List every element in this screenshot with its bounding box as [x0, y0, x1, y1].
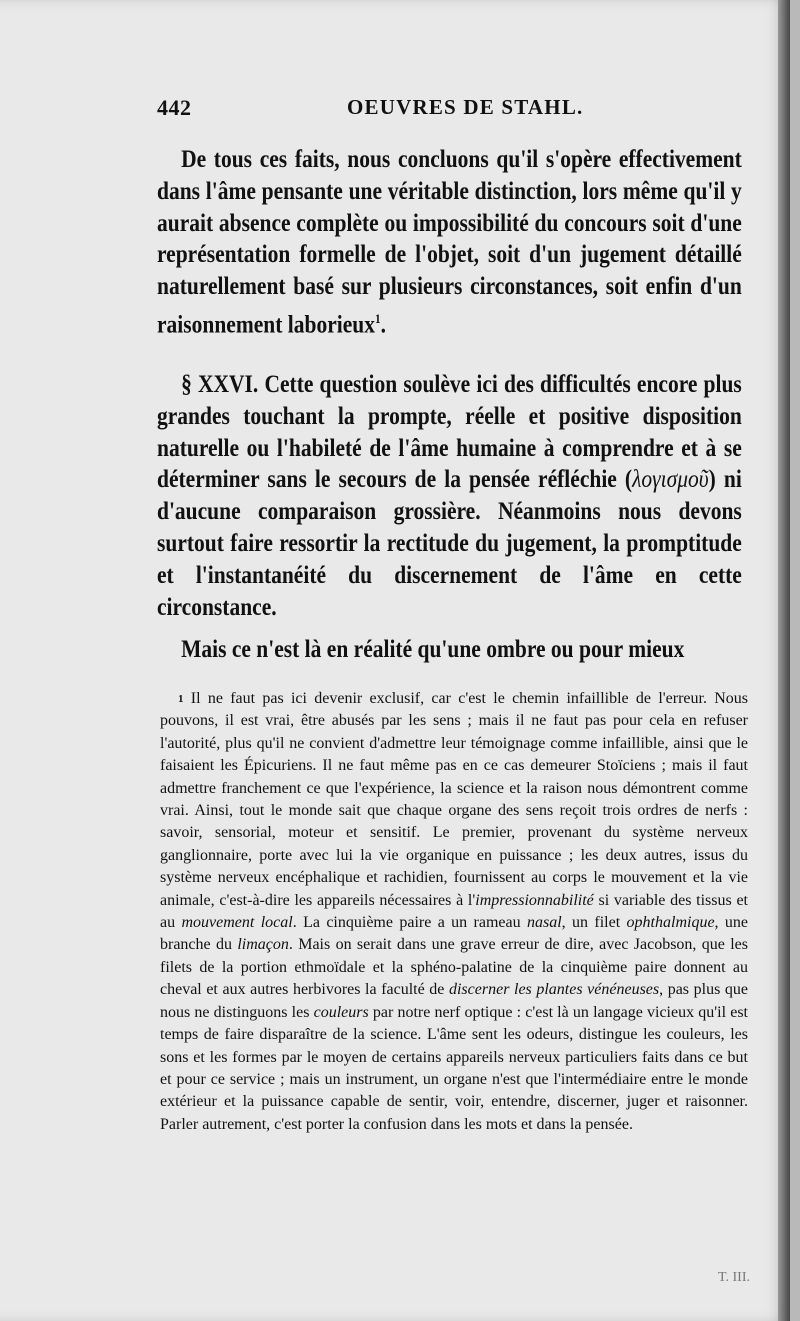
footnote-segment: , une branche du [160, 914, 749, 954]
paragraph-1-text [157, 144, 742, 341]
page-number: 442 [157, 95, 192, 120]
section-mark: § XXVI. [181, 371, 259, 398]
footnote-italic: couleurs [313, 1003, 369, 1021]
paragraph-1 [157, 144, 742, 341]
footnote-italic: impressionnabilité [475, 891, 594, 909]
paragraph-2 [157, 369, 742, 623]
page-header [157, 95, 742, 127]
paragraph-1-body: De tous ces faits, nous concluons qu'il s'opère effectivement dans l'âme pensante une véritable distinction, lors même qu'il y aurait absence complète ou impossibilité du concours soit d'une représentation formelle de l'objet, soit d'un jugement détaillé naturellement basé sur plusieurs circonstances, soit enfin d'un raisonnement laborieux [157, 146, 742, 339]
greek-word: λογισμοῦ [632, 466, 709, 494]
footnote [160, 688, 748, 1136]
footnote-segment: par notre nerf optique : c'est là un langage vicieux qu'il est temps de faire disparaître de la science. L'âme sent les odeurs, distingue les couleurs, les sons et les formes par le moyen de certains appareils nerveux particuliers faits dans ce but et pour ce service ; mais un instrument, un organe n'est que l'intermédiaire entre le monde extérieur et la puissance capable de sentir, voir, entendre, discerner, juger et raisonner. Parler autrement, c'est porter la confusion dans les mots et dans la pensée. [160, 1003, 748, 1133]
footnote-segment: . La cinquième paire a un rameau [292, 914, 527, 932]
footnote-segment: , pas plus que nous ne distinguons les [160, 981, 748, 1021]
paragraph-3 [157, 634, 685, 666]
footnote-reference: 1 [374, 310, 381, 326]
footnote-italic: ophthalmique [626, 914, 715, 932]
footnote-segment: . Mais on serait dans une grave erreur de dire, avec Jacobson, que les filets de la portion ethmoïdale et la sphéno-palatine de la cinquième paire donnent au cheval et aux autres herbivores la faculté de [160, 936, 748, 999]
paragraph-2-body-b: ) ni d'aucune comparaison grossière. Néanmoins nous devons surtout faire ressortir la rectitude du jugement, la promptitude et l'instantanéité du discernement de l'âme en cette circonstance. [157, 466, 742, 621]
running-title: OEUVRES DE STAHL. [347, 95, 584, 119]
footnote-italic: mouvement local [181, 914, 293, 932]
footnote-italic: limaçon [237, 936, 289, 954]
footnote-text [160, 688, 748, 1136]
paragraph-2-text [157, 369, 742, 623]
footnote-segment: si variable des tissus et au [160, 891, 748, 932]
paragraph-1-end: . [380, 311, 386, 339]
paragraph-3-text: Mais ce n'est là en réalité qu'une ombre ou pour mieux [181, 636, 685, 663]
footnote-italic: discerner les plantes vénéneuses [448, 981, 660, 999]
footnote-segment: Il ne faut pas ici devenir exclusif, car c'est le chemin infaillible de l'erreur. Nous pouvons, il est vrai, être abusés par les sens ; mais il ne faut pas pour cela en refuser l'autorité, plus qu'il ne convient d'admettre leur témoignage comme infaillible, ainsi que le faisaient les Épicuriens. Il ne faut même pas en ce cas demeurer Stoïciens ; mais il faut admettre franchement ce que l'expérience, la science et la raison nous démontrent comme vrai. Ainsi, tout le monde sait que chaque organe des sens reçoit trois ordres de nerfs : savoir, sensorial, moteur et sensitif. Le premier, provenant du système nerveux ganglionnaire, porte avec lui la vie organique en puissance ; les deux autres, issus du système nerveux encéphalique et rachidien, fournissent au corps le mouvement et la vie animale, c'est-à-dire les appareils nécessaires à l' [160, 690, 749, 909]
signature-mark: T. III. [718, 1270, 750, 1285]
footnote-segment: , un filet [561, 914, 627, 932]
page-edge-shadow [778, 0, 790, 1321]
footnote-marker: 1 [178, 693, 184, 705]
footnote-italic: nasal [526, 914, 562, 932]
paragraph-2-body-a: Cette question soulève ici des difficultés encore plus grandes touchant la prompte, réelle et positive disposition naturelle ou l'habileté de l'âme humaine à comprendre et à se déterminer sans le secours de la pensée réfléchie ( [157, 371, 742, 494]
